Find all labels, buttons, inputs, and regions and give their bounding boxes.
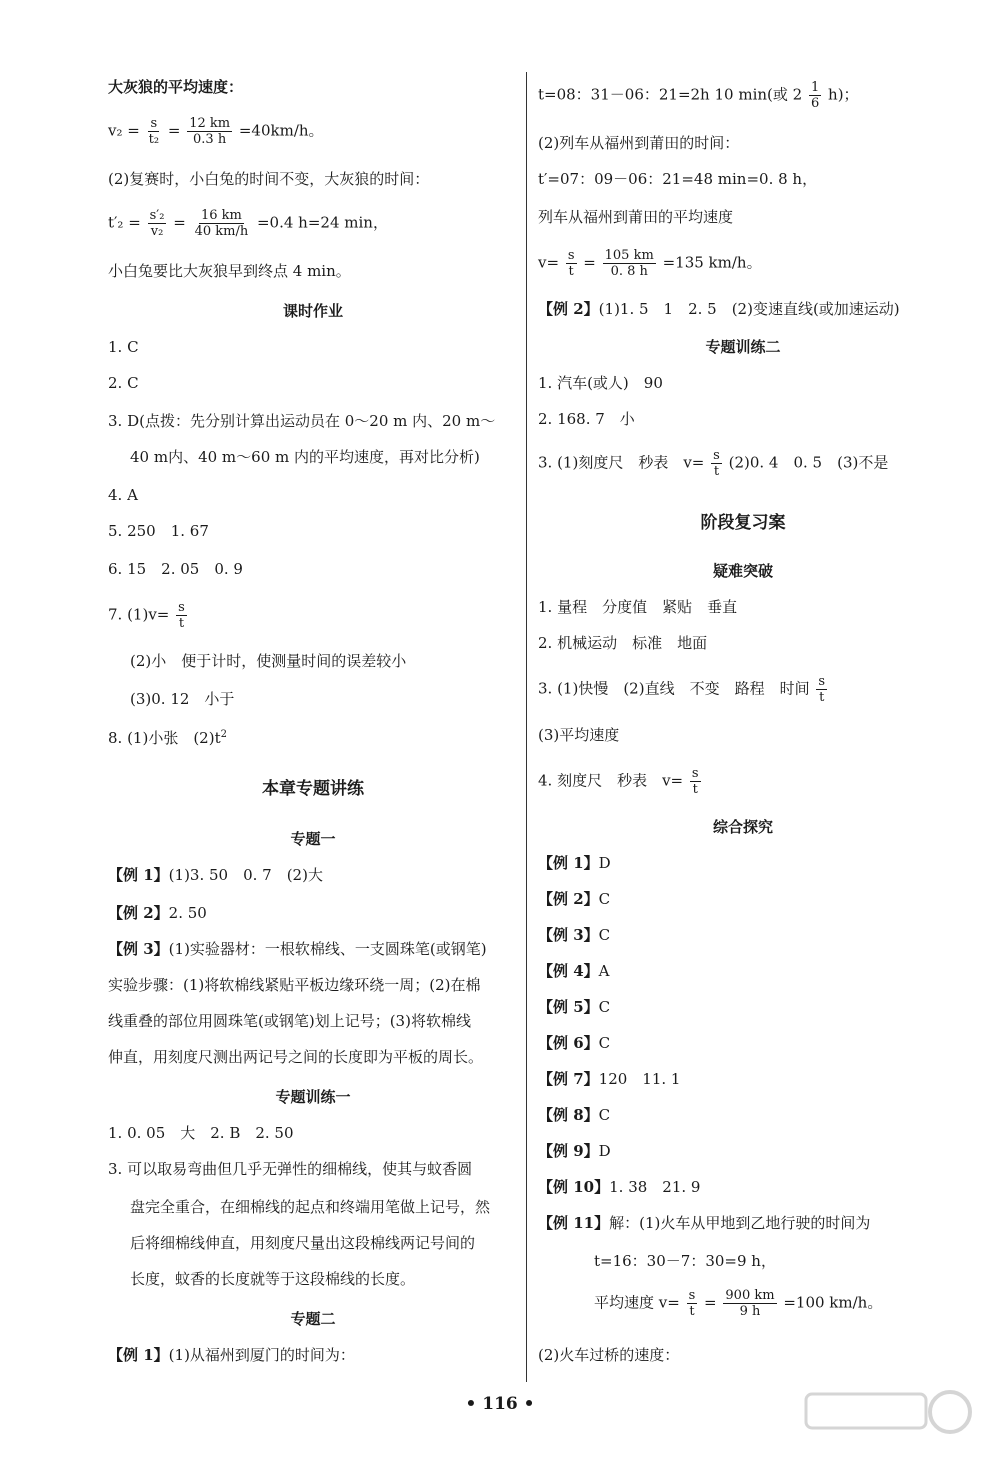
example-line xyxy=(538,1104,610,1126)
example-line xyxy=(538,924,610,946)
example-line xyxy=(108,864,323,886)
answer-line: (3)平均速度 xyxy=(538,726,620,744)
fraction-numerator: 1 xyxy=(810,80,820,95)
example-tag: 【例 8】 xyxy=(538,1106,599,1124)
text-line: 大灰狼的平均速度： xyxy=(108,78,244,96)
formula-text: 4. 刻度尺 秒表 v= xyxy=(538,771,684,790)
section-heading: 专题二 xyxy=(290,1310,336,1328)
example-text: D xyxy=(598,854,611,872)
formula-line xyxy=(538,248,762,279)
answer-line xyxy=(538,674,829,705)
fraction xyxy=(187,116,232,147)
text-line: (2)列车从福州到莆田的时间： xyxy=(538,134,740,152)
answer-line: (3)0. 12 小于 xyxy=(130,690,235,708)
formula-text: h)； xyxy=(828,85,859,104)
example-text: A xyxy=(598,962,610,980)
answer-line xyxy=(108,724,227,749)
fraction-denominator: 0.3 h xyxy=(193,132,227,147)
example-tag: 【例 11】 xyxy=(538,1214,610,1232)
example-line xyxy=(538,1032,610,1054)
answer-line: 2. 168. 7 小 xyxy=(538,410,635,428)
answer-line: (2)小 便于计时，使测量时间的误差较小 xyxy=(130,652,407,670)
fraction xyxy=(193,208,251,239)
example-text: (1)实验器材：一根软棉线、一支圆珠笔(或钢笔) xyxy=(168,940,487,958)
example-tag: 【例 1】 xyxy=(108,1346,169,1364)
text-line: 伸直，用刻度尺测出两记号之间的长度即为平板的周长。 xyxy=(108,1048,484,1066)
formula-text: = xyxy=(583,253,596,272)
section-heading: 专题训练一 xyxy=(275,1088,351,1106)
fraction xyxy=(603,248,656,279)
fraction xyxy=(816,674,827,705)
watermark-logo xyxy=(800,1388,990,1458)
answer-line: 盘完全重合，在细棉线的起点和终端用笔做上记号，然 xyxy=(130,1198,491,1216)
example-line xyxy=(538,1068,680,1090)
answer-line xyxy=(108,600,189,631)
section-heading: 专题训练二 xyxy=(705,338,781,356)
example-text: (1)1. 5 1 2. 5 (2)变速直线(或加速运动) xyxy=(598,300,900,318)
example-line xyxy=(108,1344,355,1366)
example-line xyxy=(538,1140,611,1162)
answer-line: 2. C xyxy=(108,374,139,392)
example-text: 1. 38 21. 9 xyxy=(609,1178,701,1196)
fraction-denominator: t xyxy=(692,782,698,797)
fraction-numerator: 12 km xyxy=(189,116,231,131)
fraction-numerator: s xyxy=(688,1288,696,1303)
formula-line xyxy=(594,1288,882,1319)
example-text: D xyxy=(598,1142,611,1160)
example-tag: 【例 10】 xyxy=(538,1178,610,1196)
example-tag: 【例 1】 xyxy=(538,854,599,872)
fraction xyxy=(690,766,701,797)
example-text: (1)3. 50 0. 7 (2)大 xyxy=(168,866,323,884)
fraction-denominator: v₂ xyxy=(150,224,164,239)
section-heading: 综合探究 xyxy=(712,818,773,836)
formula-text: =135 km/h。 xyxy=(662,253,762,272)
formula-line xyxy=(538,80,859,111)
fraction-numerator: 105 km xyxy=(604,248,654,263)
example-line xyxy=(538,298,900,320)
section-heading: 疑难突破 xyxy=(712,562,773,580)
example-line xyxy=(108,938,487,960)
example-line xyxy=(108,902,207,924)
answer-line: 1. 量程 分度值 紧贴 垂直 xyxy=(538,598,738,616)
fraction-numerator: 16 km xyxy=(200,208,242,223)
answer-line: 5. 250 1. 67 xyxy=(108,522,209,540)
fraction-numerator: 900 km xyxy=(725,1288,775,1303)
example-line xyxy=(538,996,610,1018)
fraction-numerator: s xyxy=(691,766,699,781)
answer-line: 3. 可以取易弯曲但几乎无弹性的细棉线，使其与蚊香圆 xyxy=(108,1160,473,1178)
formula-text: (2)0. 4 0. 5 (3)不是 xyxy=(728,453,889,472)
example-tag: 【例 1】 xyxy=(108,866,169,884)
example-line xyxy=(538,960,610,982)
formula-text: t′₂ = xyxy=(108,213,141,232)
chapter-heading: 阶段复习案 xyxy=(700,513,786,533)
answer-line: 40 m内、40 m～60 m 内的平均速度，再对比分析) xyxy=(130,448,480,466)
example-tag: 【例 4】 xyxy=(538,962,599,980)
answer-line: 2. 机械运动 标准 地面 xyxy=(538,634,708,652)
formula-text: = xyxy=(173,213,186,232)
example-line xyxy=(538,1176,700,1198)
fraction xyxy=(711,448,722,479)
answer-line xyxy=(538,766,703,797)
example-line xyxy=(538,852,611,874)
text-line: (2)复赛时，小白兔的时间不变，大灰狼的时间： xyxy=(108,170,430,188)
text-line: 小白兔要比大灰狼早到终点 4 min。 xyxy=(108,262,351,280)
fraction-denominator: t xyxy=(819,690,825,705)
fraction-denominator: t xyxy=(178,616,185,631)
example-text: 解：(1)火车从甲地到乙地行驶的时间为 xyxy=(609,1214,871,1232)
fraction xyxy=(176,600,187,631)
fraction xyxy=(687,1288,698,1319)
formula-text: v₂ = xyxy=(108,121,140,140)
fraction-numerator: s xyxy=(150,116,158,131)
formula-text: t=08：31－06：21=2h 10 min(或 2 xyxy=(538,85,803,104)
formula-text: 3. (1)快慢 (2)直线 不变 路程 时间 xyxy=(538,679,810,698)
example-tag: 【例 5】 xyxy=(538,998,599,1016)
column-divider xyxy=(526,72,527,1382)
fraction-denominator: 40 km/h xyxy=(194,224,249,239)
text-line: (2)火车过桥的速度： xyxy=(538,1346,680,1364)
example-text: C xyxy=(598,926,611,944)
formula-text: v= xyxy=(538,253,560,272)
fraction-numerator: s xyxy=(567,248,575,263)
answer-line xyxy=(538,448,888,479)
watermark-icon xyxy=(800,1388,990,1458)
fraction-denominator: 6 xyxy=(810,96,820,111)
formula-text: =40km/h。 xyxy=(238,121,324,140)
answer-line: 4. A xyxy=(108,486,138,504)
text-line: 列车从福州到莆田的平均速度 xyxy=(538,208,734,226)
formula-line xyxy=(108,208,388,239)
fraction xyxy=(148,208,167,239)
fraction-numerator: s xyxy=(818,674,826,689)
formula-text: 平均速度 v= xyxy=(594,1293,680,1312)
fraction-denominator: 0. 8 h xyxy=(610,264,648,279)
example-tag: 【例 3】 xyxy=(538,926,599,944)
formula-line xyxy=(108,116,324,147)
formula-line: t=16：30－7：30=9 h， xyxy=(594,1252,776,1270)
fraction xyxy=(566,248,577,279)
example-tag: 【例 3】 xyxy=(108,940,169,958)
example-text: C xyxy=(598,998,611,1016)
example-text: C xyxy=(598,1034,611,1052)
fraction-numerator: s xyxy=(713,448,720,463)
formula-text: 8. (1)小张 (2)t xyxy=(108,729,221,747)
formula-text: = xyxy=(704,1293,717,1312)
example-tag: 【例 9】 xyxy=(538,1142,599,1160)
fraction-denominator: t xyxy=(568,264,574,279)
superscript: 2 xyxy=(220,729,227,740)
example-tag: 【例 7】 xyxy=(538,1070,599,1088)
formula-text: =100 km/h。 xyxy=(783,1293,883,1312)
example-text: C xyxy=(598,890,611,908)
text-line: 线重叠的部位用圆珠笔(或钢笔)划上记号；(3)将软棉线 xyxy=(108,1012,471,1030)
fraction-denominator: t₂ xyxy=(148,132,160,147)
fraction-numerator: s xyxy=(178,600,185,615)
example-text: 120 11. 1 xyxy=(598,1070,681,1088)
example-text: 2. 50 xyxy=(168,904,207,922)
formula-text: =0.4 h=24 min， xyxy=(256,213,388,232)
answer-line: 长度，蚊香的长度就等于这段棉线的长度。 xyxy=(130,1270,416,1288)
example-line xyxy=(538,888,610,910)
chapter-heading: 本章专题讲练 xyxy=(262,779,364,799)
text-line: t′=07：09－06：21=48 min=0. 8 h， xyxy=(538,170,818,188)
section-heading: 课时作业 xyxy=(282,302,343,320)
text-line: 实验步骤：(1)将软棉线紧贴平板边缘环绕一周；(2)在棉 xyxy=(108,976,481,994)
example-text: (1)从福州到厦门的时间为： xyxy=(168,1346,355,1364)
answer-line: 1. 汽车(或人) 90 xyxy=(538,374,663,392)
fraction-denominator: t xyxy=(713,464,720,479)
page-number: • 116 • xyxy=(465,1394,535,1414)
fraction-denominator: 9 h xyxy=(739,1304,761,1319)
formula-text: 7. (1)v= xyxy=(108,605,170,624)
fraction xyxy=(809,80,821,111)
fraction xyxy=(147,116,161,147)
fraction-numerator: s′₂ xyxy=(149,208,165,223)
fraction xyxy=(723,1288,776,1319)
formula-text: 3. (1)刻度尺 秒表 v= xyxy=(538,453,705,472)
example-tag: 【例 2】 xyxy=(538,890,599,908)
answer-line: 6. 15 2. 05 0. 9 xyxy=(108,560,243,578)
formula-text: = xyxy=(167,121,181,140)
example-line xyxy=(538,1212,870,1234)
answer-line: 3. D(点拨：先分别计算出运动员在 0～20 m 内、20 m～ xyxy=(108,412,496,430)
answer-line: 1. 0. 05 大 2. B 2. 50 xyxy=(108,1124,294,1142)
fraction-denominator: t xyxy=(689,1304,695,1319)
example-tag: 【例 2】 xyxy=(108,904,169,922)
answer-line: 后将细棉线伸直，用刻度尺量出这段棉线两记号间的 xyxy=(130,1234,476,1252)
answer-line: 1. C xyxy=(108,338,139,356)
example-tag: 【例 2】 xyxy=(538,300,599,318)
example-text: C xyxy=(598,1106,611,1124)
example-tag: 【例 6】 xyxy=(538,1034,599,1052)
section-heading: 专题一 xyxy=(290,830,336,848)
